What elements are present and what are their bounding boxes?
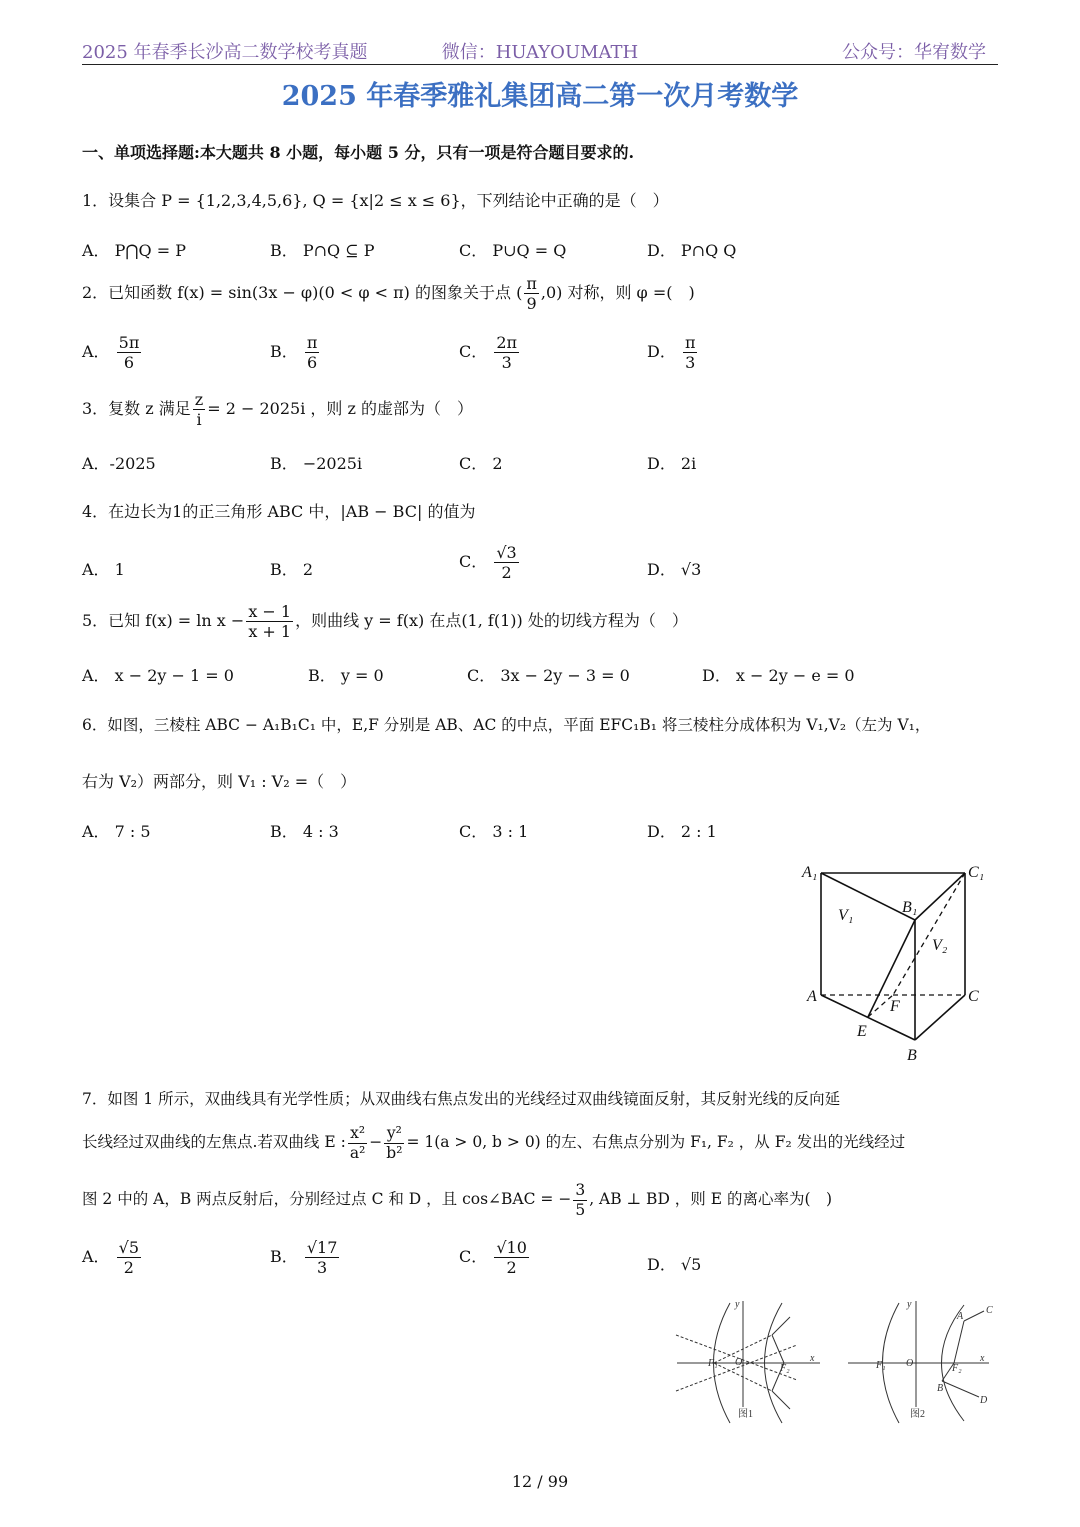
question-7-line2: 长线经过双曲线的左焦点.若双曲线 E : $\frac{\text{x²}}{\text{a²}}$ − $\frac{\text{y²}}{\text{b²}}$ = 1(a > 0, b > 0) 的左、右焦点分别为 F₁, F₂ ，从 F₂ 发出的光线经过 bbox=[82, 1124, 906, 1162]
hyperbola-figure-1 bbox=[672, 1295, 822, 1425]
fig1-o-label: O bbox=[735, 1357, 743, 1368]
fig2-o-label: O bbox=[906, 1358, 914, 1369]
fig2-caption: 图2 bbox=[910, 1409, 925, 1420]
question-5-stem: 5．已知 f(x) = ln x − $\frac{x - 1}{x + 1}$ ，则曲线 y = f(x) 在点(1, f(1)) 处的切线方程为（ ） bbox=[82, 602, 688, 642]
q1-option-c: C． P∪Q = Q bbox=[459, 241, 567, 260]
q2-option-d: D． $\frac{\pi}{3}$ bbox=[647, 333, 696, 373]
q1-option-a: A． P⋂Q = P bbox=[82, 241, 186, 260]
label-b1: B₁ bbox=[902, 899, 918, 916]
fig2-a-label: A bbox=[957, 1311, 964, 1322]
fig2-f1-label: F₁ bbox=[876, 1360, 886, 1371]
q7-option-d: D． √5 bbox=[647, 1255, 702, 1274]
section-heading: 一、单项选择题:本大题共 8 小题，每小题 5 分，只有一项是符合题目要求的. bbox=[82, 143, 635, 162]
header-right: 公众号：华宥数学 bbox=[842, 42, 986, 63]
question-7-line1: 7．如图 1 所示，双曲线具有光学性质；从双曲线右焦点发出的光线经过双曲线镜面反射，其反射光线的反向延 bbox=[82, 1090, 841, 1108]
question-6-line2: 右为 V₂）两部分，则 V₁ : V₂ =（ ） bbox=[82, 772, 357, 791]
q3-option-a: A．-2025 bbox=[82, 454, 156, 473]
q1-option-b: B． P∩Q ⊆ P bbox=[270, 241, 375, 260]
q1-option-d: D． P∩Q Q bbox=[647, 241, 737, 260]
label-a: A bbox=[807, 988, 817, 1005]
fig2-c-label: C bbox=[986, 1305, 993, 1316]
q2-stem-post: ,0) 对称，则 φ =( ) bbox=[540, 283, 695, 303]
fig1-f1-label: F₁ bbox=[708, 1358, 718, 1369]
prism-figure bbox=[790, 855, 1000, 1070]
fig2-d-label: D bbox=[980, 1395, 988, 1406]
hyperbola-figure-2 bbox=[844, 1295, 1004, 1425]
fig1-y-label: y bbox=[735, 1299, 740, 1310]
q6-option-b: B． 4 : 3 bbox=[270, 822, 339, 841]
label-b: B bbox=[907, 1047, 917, 1064]
header-divider bbox=[82, 64, 998, 65]
label-v1: V₁ bbox=[838, 907, 854, 924]
q5-option-a: A． x − 2y − 1 = 0 bbox=[82, 666, 234, 685]
label-e: E bbox=[857, 1023, 867, 1040]
header-center: 微信：HUAYOUMATH bbox=[441, 42, 639, 63]
q3-option-c: C． 2 bbox=[459, 454, 503, 473]
label-v2: V₂ bbox=[932, 937, 948, 954]
q2-option-b: B． $\frac{\pi}{6}$ bbox=[270, 333, 318, 373]
q2-stem-pre: 2．已知函数 f(x) = sin(3x − φ)(0 < φ < π) 的图象关于点 ( bbox=[82, 283, 523, 303]
question-6-line1: 6．如图，三棱柱 ABC − A₁B₁C₁ 中，E,F 分别是 AB、AC 的中点，平面 EFC₁B₁ 将三棱柱分成体积为 V₁,V₂（左为 V₁， bbox=[82, 716, 931, 734]
fig1-f2-label: F₂ bbox=[780, 1363, 790, 1374]
header-left: 2025 年春季长沙高二数学校考真题 bbox=[82, 42, 368, 63]
q6-option-d: D． 2 : 1 bbox=[647, 822, 717, 841]
q7-option-c: C． $\frac{√10}{2}$ bbox=[459, 1238, 527, 1278]
page-number: 12 / 99 bbox=[511, 1472, 569, 1491]
q6-option-c: C． 3 : 1 bbox=[459, 822, 529, 841]
fig1-caption: 图1 bbox=[738, 1409, 753, 1420]
q4-option-a: A． 1 bbox=[82, 560, 125, 579]
label-f: F bbox=[890, 998, 900, 1015]
q5-fraction: $\frac{x - 1}{x + 1}$ bbox=[248, 602, 292, 642]
q5-option-b: B． y = 0 bbox=[308, 666, 384, 685]
q3-option-b: B． −2025i bbox=[270, 454, 363, 473]
q2-option-c: C． $\frac{2\pi}{3}$ bbox=[459, 333, 518, 373]
q3-fraction: $\frac{z}{i}$ bbox=[194, 390, 204, 430]
fig2-f2-label: F₂ bbox=[952, 1363, 962, 1374]
fig2-y-label: y bbox=[907, 1299, 912, 1310]
fig2-b-label: B bbox=[937, 1383, 944, 1394]
fig1-x-label: x bbox=[810, 1353, 815, 1364]
q5-option-d: D． x − 2y − e = 0 bbox=[702, 666, 855, 685]
q5-option-c: C． 3x − 2y − 3 = 0 bbox=[467, 666, 630, 685]
q4-option-d: D． √3 bbox=[647, 560, 702, 579]
q7-option-b: B． $\frac{√17}{3}$ bbox=[270, 1238, 338, 1278]
label-c1: C₁ bbox=[968, 864, 985, 881]
question-2-stem bbox=[82, 274, 695, 313]
q7-option-a: A． $\frac{√5}{2}$ bbox=[82, 1238, 140, 1278]
page-title: 2025 年春季雅礼集团高二第一次月考数学 bbox=[281, 81, 799, 112]
q3-option-d: D． 2i bbox=[647, 454, 697, 473]
q6-option-a: A． 7 : 5 bbox=[82, 822, 151, 841]
label-c: C bbox=[968, 988, 979, 1005]
q2-option-a: A． $\frac{5\pi}{6}$ bbox=[82, 333, 140, 373]
question-3-stem: 3．复数 z 满足 $\frac{z}{i}$ = 2 − 2025i ，则 z 的虚部为（ ） bbox=[82, 390, 474, 430]
question-4-stem: 4．在边长为1的正三角形 ABC 中，|AB − BC| 的值为 bbox=[82, 502, 476, 521]
label-a1: A₁ bbox=[802, 864, 818, 881]
fig2-x-label: x bbox=[980, 1353, 985, 1364]
question-7-line3: 图 2 中的 A，B 两点反射后，分别经过点 C 和 D ，且 cos∠BAC = − $\frac{3}{5}$ , AB ⊥ BD ，则 E 的离心率为( ) bbox=[82, 1181, 833, 1219]
q2-fraction: $\frac{\pi}{9}$ bbox=[526, 274, 537, 314]
question-1-stem: 1．设集合 P = {1,2,3,4,5,6}, Q = {x|2 ≤ x ≤ 6}，下列结论中正确的是（ ） bbox=[82, 191, 669, 210]
q4-option-b: B． 2 bbox=[270, 560, 314, 579]
q4-option-c: C． $\frac{√3}{2}$ bbox=[459, 543, 517, 583]
